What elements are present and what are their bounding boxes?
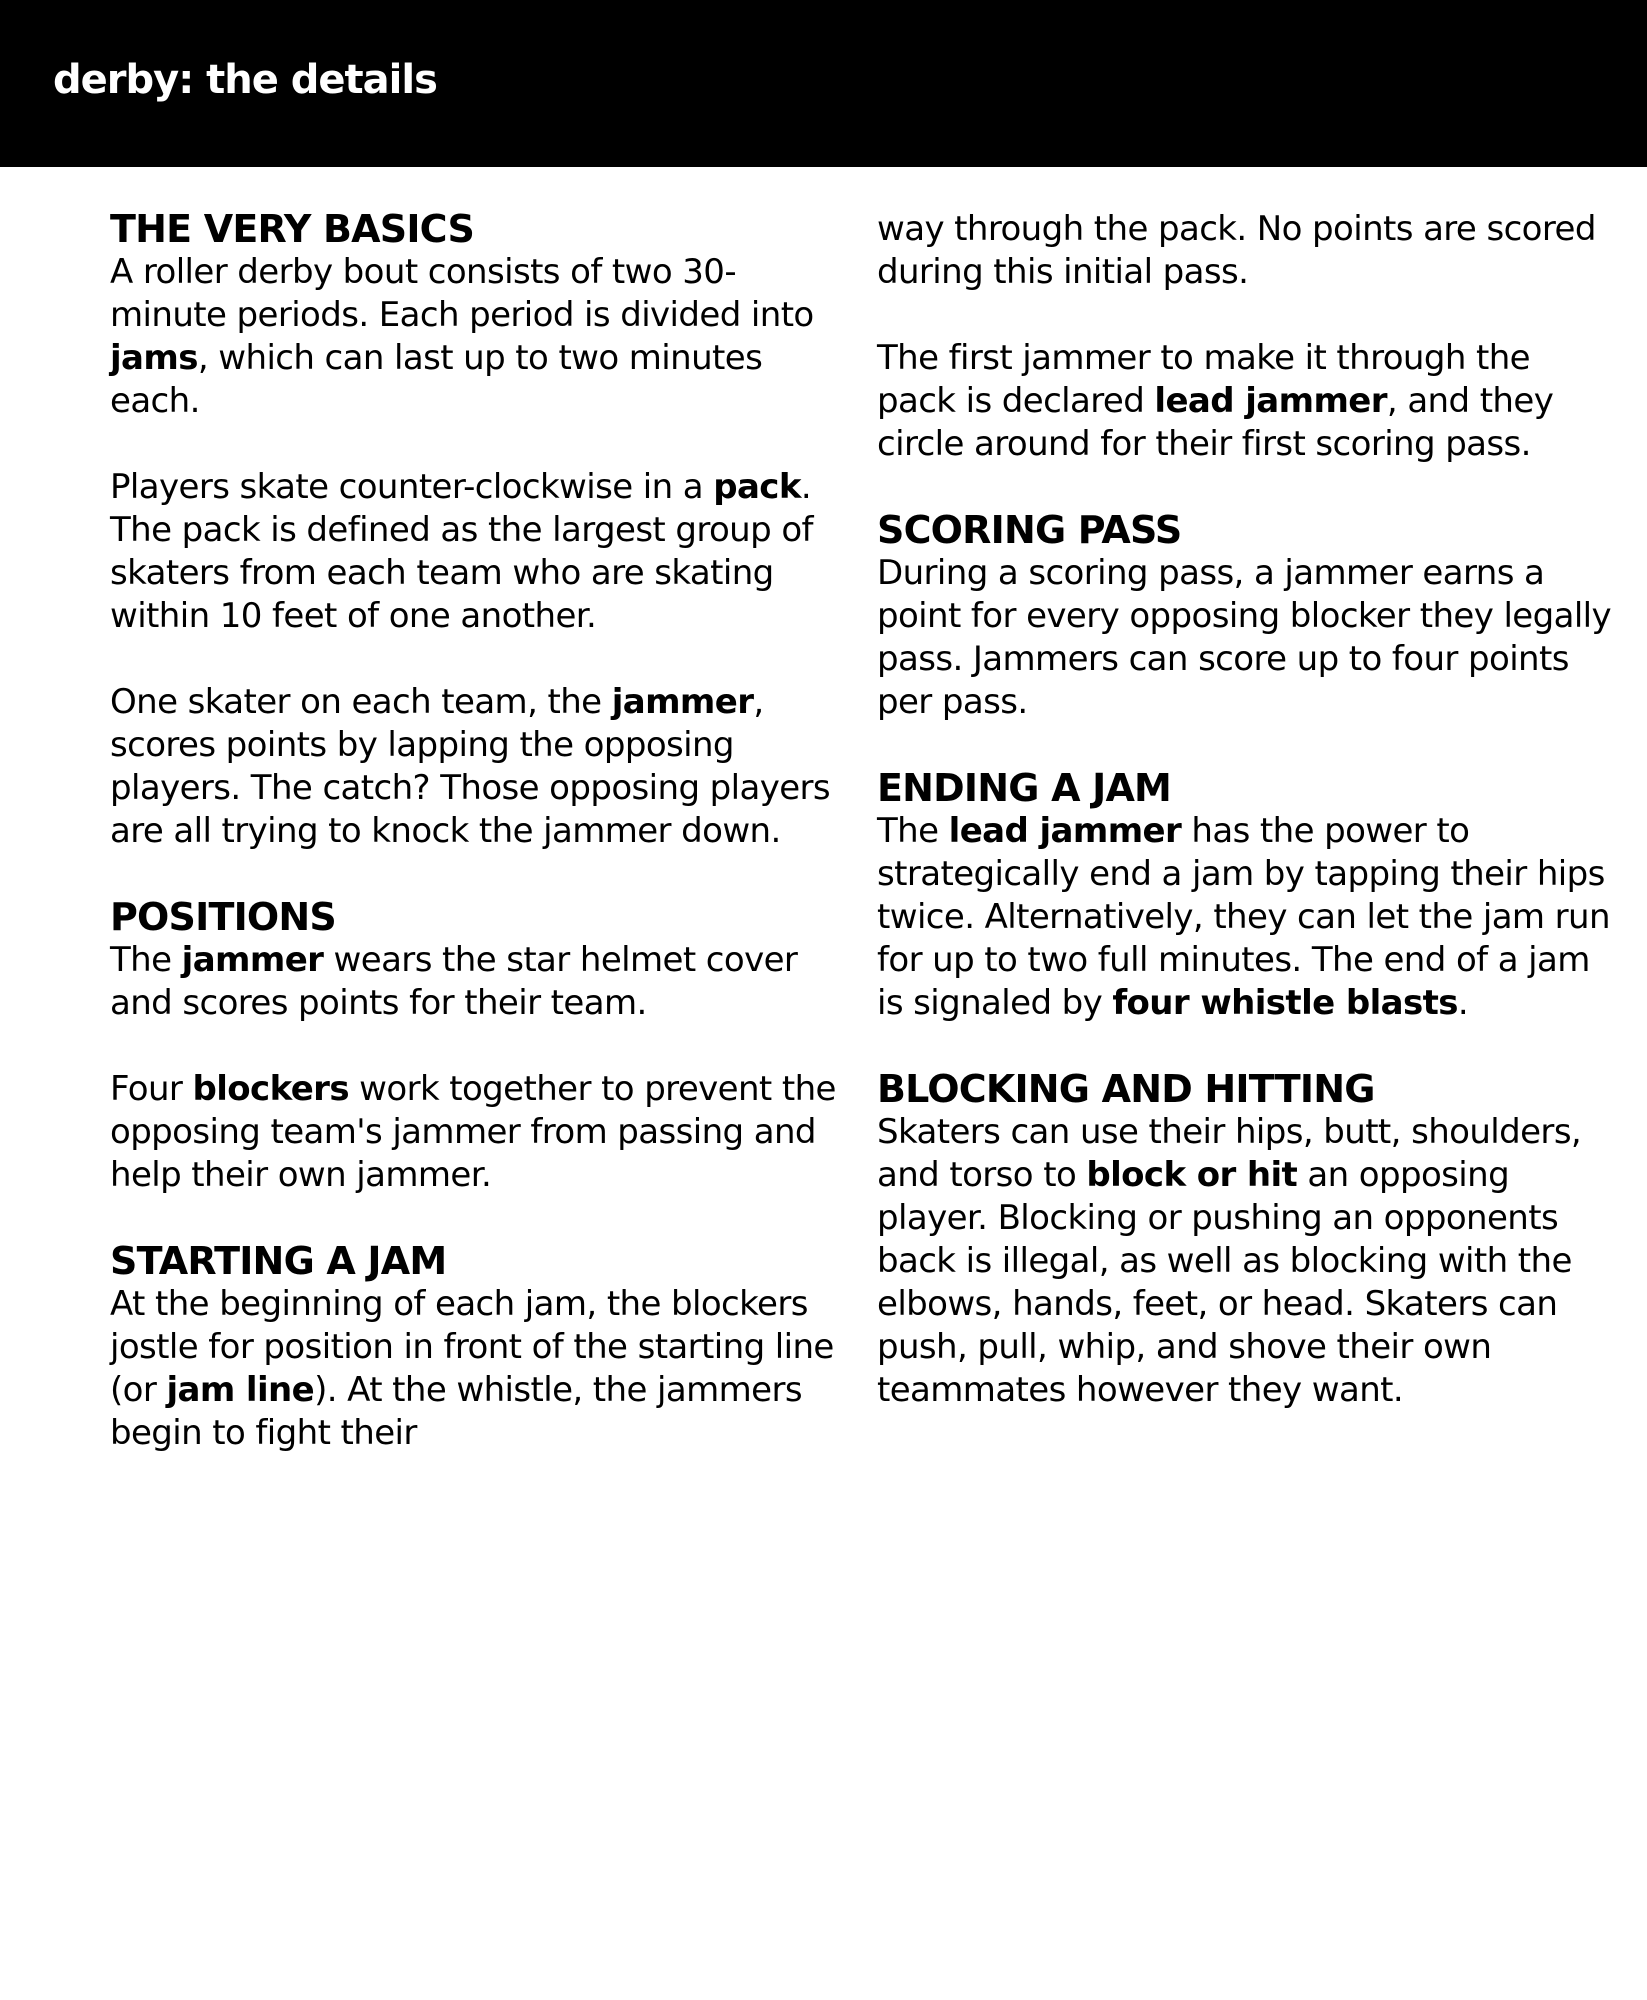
text: The xyxy=(110,940,182,980)
term-jam-line: jam line xyxy=(166,1370,315,1410)
left-column xyxy=(110,208,840,1455)
paragraph-bout-structure xyxy=(110,251,840,423)
text: has the power to strategically end a jam by tapping their hips twice. Alternatively, they can let the jam run for up to two full minutes. The end of a jam is signaled by xyxy=(877,811,1610,1023)
text: The first jammer to make it through the pack is declared xyxy=(877,338,1530,421)
paragraph-jammer-position xyxy=(110,939,840,1025)
term-lead-jammer: lead jammer xyxy=(948,811,1182,851)
heading-blocking-and-hitting: BLOCKING AND HITTING xyxy=(877,1067,1375,1111)
paragraph-scoring-pass: During a scoring pass, a jammer earns a point for every opposing blocker they legally pass. Jammers can score up to four points per pass. xyxy=(877,553,1612,722)
text: work together to prevent the opposing team's jammer from passing and help their own jammer. xyxy=(110,1069,836,1195)
paragraph-blockers xyxy=(110,1068,840,1197)
term-blockers: blockers xyxy=(192,1069,349,1109)
right-column xyxy=(877,208,1617,1412)
header-bar xyxy=(0,0,1647,167)
text: A roller derby bout consists of two 30-minute periods. Each period is divided into xyxy=(110,252,814,335)
text: an opposing player. Blocking or pushing an opponents back is illegal, as well as blocking with the elbows, hands, feet, or head. Skaters can push, pull, whip, and shove their own teammates however they want. xyxy=(877,1155,1572,1410)
term-jammer: jammer xyxy=(181,940,324,980)
paragraph-blocking-and-hitting xyxy=(877,1111,1617,1412)
text: One skater on each team, the xyxy=(110,682,612,722)
term-jammer: jammer xyxy=(611,682,754,722)
heading-ending-a-jam: ENDING A JAM xyxy=(877,766,1172,810)
paragraph-jammer-scoring xyxy=(110,681,840,853)
heading-the-very-basics: THE VERY BASICS xyxy=(110,207,475,251)
term-jams: jams xyxy=(110,338,198,378)
text: Skaters can use their hips, butt, shoulders, and torso to xyxy=(877,1112,1582,1195)
paragraph-pack xyxy=(110,466,840,638)
text: The xyxy=(877,811,949,851)
text: wears the star helmet cover and scores points for their team. xyxy=(110,940,798,1023)
text: , scores points by lapping the opposing players. The catch? Those opposing players are all trying to knock the jammer down. xyxy=(110,682,831,851)
paragraph-initial-pass: way through the pack. No points are scored during this initial pass. xyxy=(877,209,1596,292)
text: Four xyxy=(110,1069,193,1109)
page-title: derby: the details xyxy=(53,57,437,103)
heading-scoring-pass: SCORING PASS xyxy=(877,508,1182,552)
text: At the beginning of each jam, the blockers jostle for position in front of the starting line (or xyxy=(110,1284,834,1410)
paragraph-starting-a-jam xyxy=(110,1283,840,1455)
text: , and they circle around for their first scoring pass. xyxy=(877,381,1554,464)
text: ). At the whistle, the jammers begin to fight their xyxy=(110,1370,802,1453)
text: . xyxy=(1457,983,1469,1023)
term-pack: pack xyxy=(713,467,801,507)
term-lead-jammer: lead jammer xyxy=(1154,381,1387,421)
term-block-or-hit: block or hit xyxy=(1086,1155,1298,1195)
text: . The pack is defined as the largest group of skaters from each team who are skating within 10 feet of one another. xyxy=(110,467,813,636)
text: , which can last up to two minutes each. xyxy=(110,338,763,421)
paragraph-ending-a-jam xyxy=(877,810,1617,1025)
paragraph-lead-jammer xyxy=(877,337,1617,466)
text: Players skate counter-clockwise in a xyxy=(110,467,714,507)
term-four-whistle-blasts: four whistle blasts xyxy=(1112,983,1458,1023)
heading-starting-a-jam: STARTING A JAM xyxy=(110,1239,447,1283)
heading-positions: POSITIONS xyxy=(110,895,336,939)
